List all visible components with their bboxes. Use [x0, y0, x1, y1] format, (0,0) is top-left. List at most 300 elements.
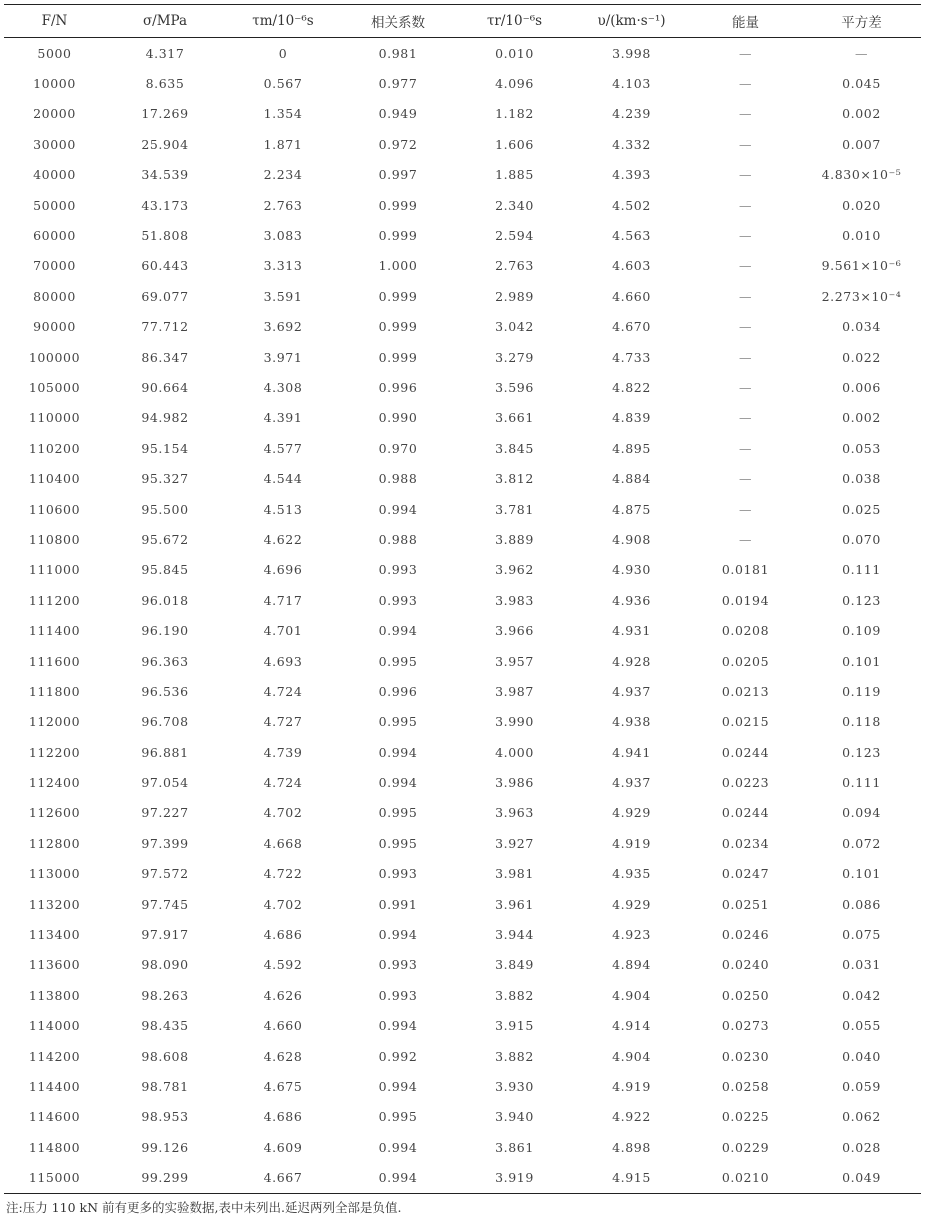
table-cell: 0.123: [842, 592, 881, 608]
table-cell: 0.995: [378, 714, 418, 730]
table-row: [4, 737, 921, 767]
table-cell: 4.733: [612, 349, 651, 365]
table-cell: 110200: [28, 440, 81, 456]
table-cell: 98.608: [141, 1048, 189, 1064]
table-cell: 113800: [28, 987, 81, 1003]
table-cell: 1.182: [495, 106, 534, 122]
table-cell: 4.935: [612, 866, 651, 882]
table-row: [4, 160, 921, 190]
table-cell: 0.0251: [721, 896, 770, 912]
table-cell: 0.118: [842, 714, 881, 730]
data-table-container: [4, 4, 921, 1194]
column-header: 平方差: [802, 5, 921, 38]
column-header: 相关系数: [341, 5, 455, 38]
table-cell: 4.391: [263, 410, 303, 426]
table-cell: 4.919: [612, 1078, 651, 1094]
table-row: [4, 342, 921, 372]
table-cell: 0.002: [842, 106, 881, 122]
table-cell: 3.987: [495, 683, 534, 699]
table-cell: 0.995: [378, 1109, 418, 1125]
table-cell: 2.989: [495, 288, 534, 304]
table-cell: 3.889: [495, 531, 534, 547]
table-cell: 0.006: [842, 379, 881, 395]
table-header: [4, 5, 921, 38]
table-cell: 4.239: [612, 106, 651, 122]
table-cell: 0.0229: [721, 1139, 770, 1155]
table-cell: 3.915: [495, 1018, 534, 1034]
table-cell: 0.0247: [721, 866, 770, 882]
table-cell: 0.994: [378, 501, 418, 517]
table-cell: 0.049: [802, 1162, 921, 1193]
table-cell: 2.273×10⁻⁴: [821, 288, 902, 304]
table-cell: 3.990: [495, 714, 534, 730]
column-header: F/N: [4, 5, 105, 38]
table-cell: 4.660: [263, 1018, 303, 1034]
table-cell: 0.994: [378, 775, 418, 791]
table-row: [4, 707, 921, 737]
table-cell: 113000: [28, 866, 81, 882]
table-row: [4, 889, 921, 919]
table-cell: 4.727: [263, 714, 303, 730]
table-cell: 4.908: [612, 531, 651, 547]
table-cell: 0.0240: [721, 957, 770, 973]
table-cell: 105000: [28, 379, 81, 395]
table-cell: 4.103: [612, 76, 651, 92]
table-cell: 0.042: [842, 987, 881, 1003]
table-cell: 96.536: [141, 683, 189, 699]
table-cell: 4.668: [263, 835, 303, 851]
table-cell: 3.963: [495, 805, 534, 821]
table-cell: 112200: [28, 744, 81, 760]
table-cell: —: [738, 76, 753, 92]
table-row: [4, 68, 921, 98]
table-cell: 4.724: [263, 775, 303, 791]
table-cell: 0.101: [842, 653, 881, 669]
table-cell: 4.919: [612, 835, 651, 851]
table-cell: 4.702: [263, 805, 303, 821]
table-cell: 0.0210: [689, 1162, 802, 1193]
table-cell: 3.930: [495, 1078, 534, 1094]
table-cell: 4.938: [612, 714, 651, 730]
table-cell: 97.745: [141, 896, 189, 912]
table-row: [4, 950, 921, 980]
table-cell: —: [738, 197, 753, 213]
table-cell: 95.154: [141, 440, 189, 456]
table-row: [4, 220, 921, 250]
table-body: [4, 38, 921, 1194]
table-cell: 0.993: [378, 866, 418, 882]
table-cell: 2.763: [263, 197, 303, 213]
table-cell: 95.672: [141, 531, 189, 547]
table-cell: 0.996: [378, 683, 418, 699]
table-cell: 0.031: [842, 957, 881, 973]
table-cell: 70000: [33, 258, 76, 274]
table-cell: 4.894: [612, 957, 651, 973]
table-cell: —: [738, 228, 753, 244]
table-cell: 0.002: [842, 410, 881, 426]
table-cell: 4.317: [145, 45, 185, 61]
table-cell: 97.227: [141, 805, 189, 821]
table-cell: 86.347: [141, 349, 189, 365]
table-cell: 4.393: [612, 167, 651, 183]
table-cell: 4.875: [612, 501, 651, 517]
table-cell: 96.881: [141, 744, 189, 760]
table-cell: 4.915: [574, 1162, 689, 1193]
table-cell: —: [738, 106, 753, 122]
column-header: 能量: [689, 5, 802, 38]
table-cell: 96.363: [141, 653, 189, 669]
table-row: [4, 676, 921, 706]
table-cell: 4.895: [612, 440, 651, 456]
table-cell: 0.059: [842, 1078, 881, 1094]
table-cell: 3.083: [263, 228, 303, 244]
table-cell: 3.961: [495, 896, 534, 912]
table-cell: 4.603: [612, 258, 651, 274]
table-cell: 4.923: [612, 927, 651, 943]
table-cell: 0.0225: [721, 1109, 770, 1125]
table-cell: 114600: [28, 1109, 81, 1125]
table-cell: 0.996: [378, 379, 418, 395]
table-cell: 1.606: [495, 136, 534, 152]
table-cell: 111400: [28, 623, 81, 639]
table-cell: 0.993: [378, 562, 418, 578]
table-cell: 0.034: [842, 319, 881, 335]
table-cell: —: [738, 136, 753, 152]
table-cell: 113200: [28, 896, 81, 912]
table-cell: 4.922: [612, 1109, 651, 1125]
table-cell: 112600: [28, 805, 81, 821]
table-cell: 3.957: [495, 653, 534, 669]
table-cell: 0.995: [378, 805, 418, 821]
table-cell: 0.070: [842, 531, 881, 547]
table-row: [4, 555, 921, 585]
table-cell: 0.994: [378, 1139, 418, 1155]
table-cell: 4.667: [225, 1162, 341, 1193]
table-cell: 4.000: [495, 744, 534, 760]
table-cell: 77.712: [141, 319, 189, 335]
table-cell: 4.929: [612, 896, 651, 912]
table-cell: 3.962: [495, 562, 534, 578]
table-cell: 1.871: [263, 136, 303, 152]
table-cell: 0.990: [378, 410, 418, 426]
table-row: [4, 646, 921, 676]
table-cell: 0.999: [378, 319, 418, 335]
table-cell: 0.0246: [721, 927, 770, 943]
table-cell: 34.539: [141, 167, 189, 183]
table-cell: 3.042: [495, 319, 534, 335]
table-cell: 2.340: [495, 197, 534, 213]
table-cell: 98.435: [141, 1018, 189, 1034]
table-cell: 98.953: [141, 1109, 189, 1125]
table-cell: 0.0215: [721, 714, 770, 730]
table-row: [4, 919, 921, 949]
table-cell: 4.839: [612, 410, 651, 426]
table-cell: 4.308: [263, 379, 303, 395]
table-cell: 98.781: [141, 1078, 189, 1094]
column-header: τm/10⁻⁶s: [225, 5, 341, 38]
table-cell: —: [738, 167, 753, 183]
table-row: [4, 859, 921, 889]
table-cell: 94.982: [141, 410, 189, 426]
table-cell: 17.269: [141, 106, 189, 122]
table-cell: 2.763: [495, 258, 534, 274]
table-cell: 0.0223: [721, 775, 770, 791]
table-row: [4, 524, 921, 554]
table-row: [4, 767, 921, 797]
table-cell: 0.999: [378, 197, 418, 213]
table-cell: 3.998: [612, 45, 651, 61]
table-cell: 4.693: [263, 653, 303, 669]
table-cell: 0.992: [378, 1048, 418, 1064]
table-cell: 0.0234: [721, 835, 770, 851]
table-cell: 40000: [33, 167, 76, 183]
table-cell: 0.0250: [721, 987, 770, 1003]
table-cell: 0.991: [378, 896, 418, 912]
table-cell: 112000: [28, 714, 81, 730]
table-cell: 96.708: [141, 714, 189, 730]
table-cell: 4.332: [612, 136, 651, 152]
table-cell: 0.028: [842, 1139, 881, 1155]
table-cell: 100000: [28, 349, 81, 365]
table-row: [4, 129, 921, 159]
table-cell: 97.572: [141, 866, 189, 882]
table-row: [4, 1132, 921, 1162]
table-cell: 0.010: [842, 228, 881, 244]
table-cell: 0.994: [378, 1078, 418, 1094]
table-cell: 0.999: [378, 228, 418, 244]
table-cell: 96.190: [141, 623, 189, 639]
table-cell: 0.109: [842, 623, 881, 639]
table-cell: 0.0230: [721, 1048, 770, 1064]
table-cell: 4.937: [612, 683, 651, 699]
table-cell: 4.702: [263, 896, 303, 912]
column-header: υ/(km·s⁻¹): [574, 5, 689, 38]
table-cell: 0.993: [378, 592, 418, 608]
table-cell: 2.594: [495, 228, 534, 244]
table-cell: 25.904: [141, 136, 189, 152]
table-cell: 0.040: [842, 1048, 881, 1064]
column-header: σ/MPa: [105, 5, 225, 38]
table-row: [4, 403, 921, 433]
table-cell: 114800: [28, 1139, 81, 1155]
table-cell: 3.781: [495, 501, 534, 517]
table-cell: 0.977: [378, 76, 418, 92]
table-cell: 4.675: [263, 1078, 303, 1094]
table-cell: 3.661: [495, 410, 534, 426]
table-row: [4, 1011, 921, 1041]
table-cell: 99.299: [105, 1162, 225, 1193]
table-cell: 0.988: [378, 531, 418, 547]
table-cell: 4.096: [495, 76, 534, 92]
table-cell: 0.988: [378, 471, 418, 487]
table-cell: 3.692: [263, 319, 303, 335]
table-cell: 20000: [33, 106, 76, 122]
table-cell: 97.917: [141, 927, 189, 943]
table-cell: 4.717: [263, 592, 303, 608]
header-row: [4, 5, 921, 38]
table-cell: 3.927: [495, 835, 534, 851]
table-cell: 0.994: [378, 927, 418, 943]
table-cell: 98.090: [141, 957, 189, 973]
table-cell: 113600: [28, 957, 81, 973]
table-cell: 4.936: [612, 592, 651, 608]
table-cell: 4.722: [263, 866, 303, 882]
table-cell: 97.399: [141, 835, 189, 851]
table-cell: 0.111: [842, 562, 881, 578]
table-cell: 3.845: [495, 440, 534, 456]
table-cell: 97.054: [141, 775, 189, 791]
table-cell: 90.664: [141, 379, 189, 395]
table-cell: —: [738, 379, 753, 395]
table-cell: 3.591: [263, 288, 303, 304]
table-cell: 3.313: [263, 258, 303, 274]
table-cell: 3.596: [495, 379, 534, 395]
table-cell: 1.000: [378, 258, 418, 274]
table-cell: 4.622: [263, 531, 303, 547]
table-cell: 0.123: [842, 744, 881, 760]
table-row: [4, 798, 921, 828]
table-cell: 99.126: [141, 1139, 189, 1155]
table-cell: 0.994: [378, 744, 418, 760]
table-cell: 4.928: [612, 653, 651, 669]
table-cell: 0.999: [378, 288, 418, 304]
table-cell: 8.635: [145, 76, 185, 92]
table-cell: 0.972: [378, 136, 418, 152]
table-cell: 111600: [28, 653, 81, 669]
table-footnote: 注:压力 110 kN 前有更多的实验数据,表中未列出.延迟两列全部是负值.: [6, 1200, 402, 1215]
table-cell: 3.882: [495, 1048, 534, 1064]
table-cell: 113400: [28, 927, 81, 943]
table-cell: 4.937: [612, 775, 651, 791]
table-cell: 0.949: [378, 106, 418, 122]
table-cell: —: [738, 471, 753, 487]
table-row: [4, 190, 921, 220]
table-cell: 9.561×10⁻⁶: [821, 258, 902, 274]
table-cell: 0.0258: [721, 1078, 770, 1094]
table-cell: 115000: [4, 1162, 105, 1193]
table-cell: 0.111: [842, 775, 881, 791]
table-cell: 4.822: [612, 379, 651, 395]
table-cell: 110800: [28, 531, 81, 547]
table-cell: 95.845: [141, 562, 189, 578]
table-cell: 0.025: [842, 501, 881, 517]
table-cell: 50000: [33, 197, 76, 213]
table-cell: 51.808: [141, 228, 189, 244]
table-cell: 0.970: [378, 440, 418, 456]
table-cell: 111800: [28, 683, 81, 699]
table-cell: 0.010: [495, 45, 534, 61]
table-cell: 0.567: [263, 76, 303, 92]
table-cell: 4.931: [612, 623, 651, 639]
table-cell: 10000: [33, 76, 76, 92]
table-cell: 110400: [28, 471, 81, 487]
table-cell: 60000: [33, 228, 76, 244]
table-cell: 2.234: [263, 167, 303, 183]
table-cell: —: [738, 45, 753, 61]
table-cell: 0.020: [842, 197, 881, 213]
table-cell: 3.882: [495, 987, 534, 1003]
table-cell: 3.940: [495, 1109, 534, 1125]
table-cell: —: [854, 45, 869, 61]
table-cell: 0.022: [842, 349, 881, 365]
table-cell: 0.053: [842, 440, 881, 456]
table-cell: 4.592: [263, 957, 303, 973]
table-cell: 4.686: [263, 927, 303, 943]
table-cell: 4.724: [263, 683, 303, 699]
table-cell: 4.626: [263, 987, 303, 1003]
table-cell: —: [738, 349, 753, 365]
table-cell: —: [738, 501, 753, 517]
table-cell: 4.670: [612, 319, 651, 335]
table-cell: 0.055: [842, 1018, 881, 1034]
table-cell: 4.544: [263, 471, 303, 487]
table-cell: 0.007: [842, 136, 881, 152]
table-row: [4, 99, 921, 129]
table-cell: 4.577: [263, 440, 303, 456]
table-cell: 0.0194: [721, 592, 770, 608]
table-cell: 0.0244: [721, 744, 770, 760]
table-cell: 3.812: [495, 471, 534, 487]
column-header: τr/10⁻⁶s: [455, 5, 574, 38]
table-row: [4, 828, 921, 858]
table-cell: 60.443: [141, 258, 189, 274]
table-cell: 0.0273: [721, 1018, 770, 1034]
table-row: [4, 372, 921, 402]
table-cell: 0.101: [842, 866, 881, 882]
table-cell: 1.885: [495, 167, 534, 183]
table-cell: —: [738, 288, 753, 304]
table-cell: 3.919: [455, 1162, 574, 1193]
table-cell: 4.563: [612, 228, 651, 244]
table-cell: 0: [278, 45, 288, 61]
table-cell: 0.086: [842, 896, 881, 912]
table-cell: 3.861: [495, 1139, 534, 1155]
table-cell: 111000: [28, 562, 81, 578]
table-cell: 4.904: [612, 987, 651, 1003]
table-row: [4, 980, 921, 1010]
table-cell: 4.696: [263, 562, 303, 578]
table-cell: 112800: [28, 835, 81, 851]
table-cell: 0.119: [842, 683, 881, 699]
table-cell: 4.830×10⁻⁵: [821, 167, 902, 183]
table-cell: 4.701: [263, 623, 303, 639]
table-cell: 4.914: [612, 1018, 651, 1034]
table-cell: 0.997: [378, 167, 418, 183]
table-cell: 4.930: [612, 562, 651, 578]
table-cell: 43.173: [141, 197, 189, 213]
table-cell: 0.0244: [721, 805, 770, 821]
table-cell: 96.018: [141, 592, 189, 608]
table-cell: 5000: [37, 45, 72, 61]
table-cell: 0.993: [378, 957, 418, 973]
table-row: [4, 312, 921, 342]
table-cell: —: [738, 258, 753, 274]
table-cell: 0.072: [842, 835, 881, 851]
table-cell: 1.354: [263, 106, 303, 122]
table-row: [4, 1041, 921, 1071]
table-cell: 0.038: [842, 471, 881, 487]
table-cell: 0.045: [842, 76, 881, 92]
table-cell: 69.077: [141, 288, 189, 304]
table-cell: 80000: [33, 288, 76, 304]
table-cell: 0.981: [378, 45, 418, 61]
table-cell: 0.075: [842, 927, 881, 943]
table-cell: 4.941: [612, 744, 651, 760]
table-cell: 4.904: [612, 1048, 651, 1064]
table-cell: 3.966: [495, 623, 534, 639]
table-cell: 112400: [28, 775, 81, 791]
table-cell: 3.944: [495, 927, 534, 943]
